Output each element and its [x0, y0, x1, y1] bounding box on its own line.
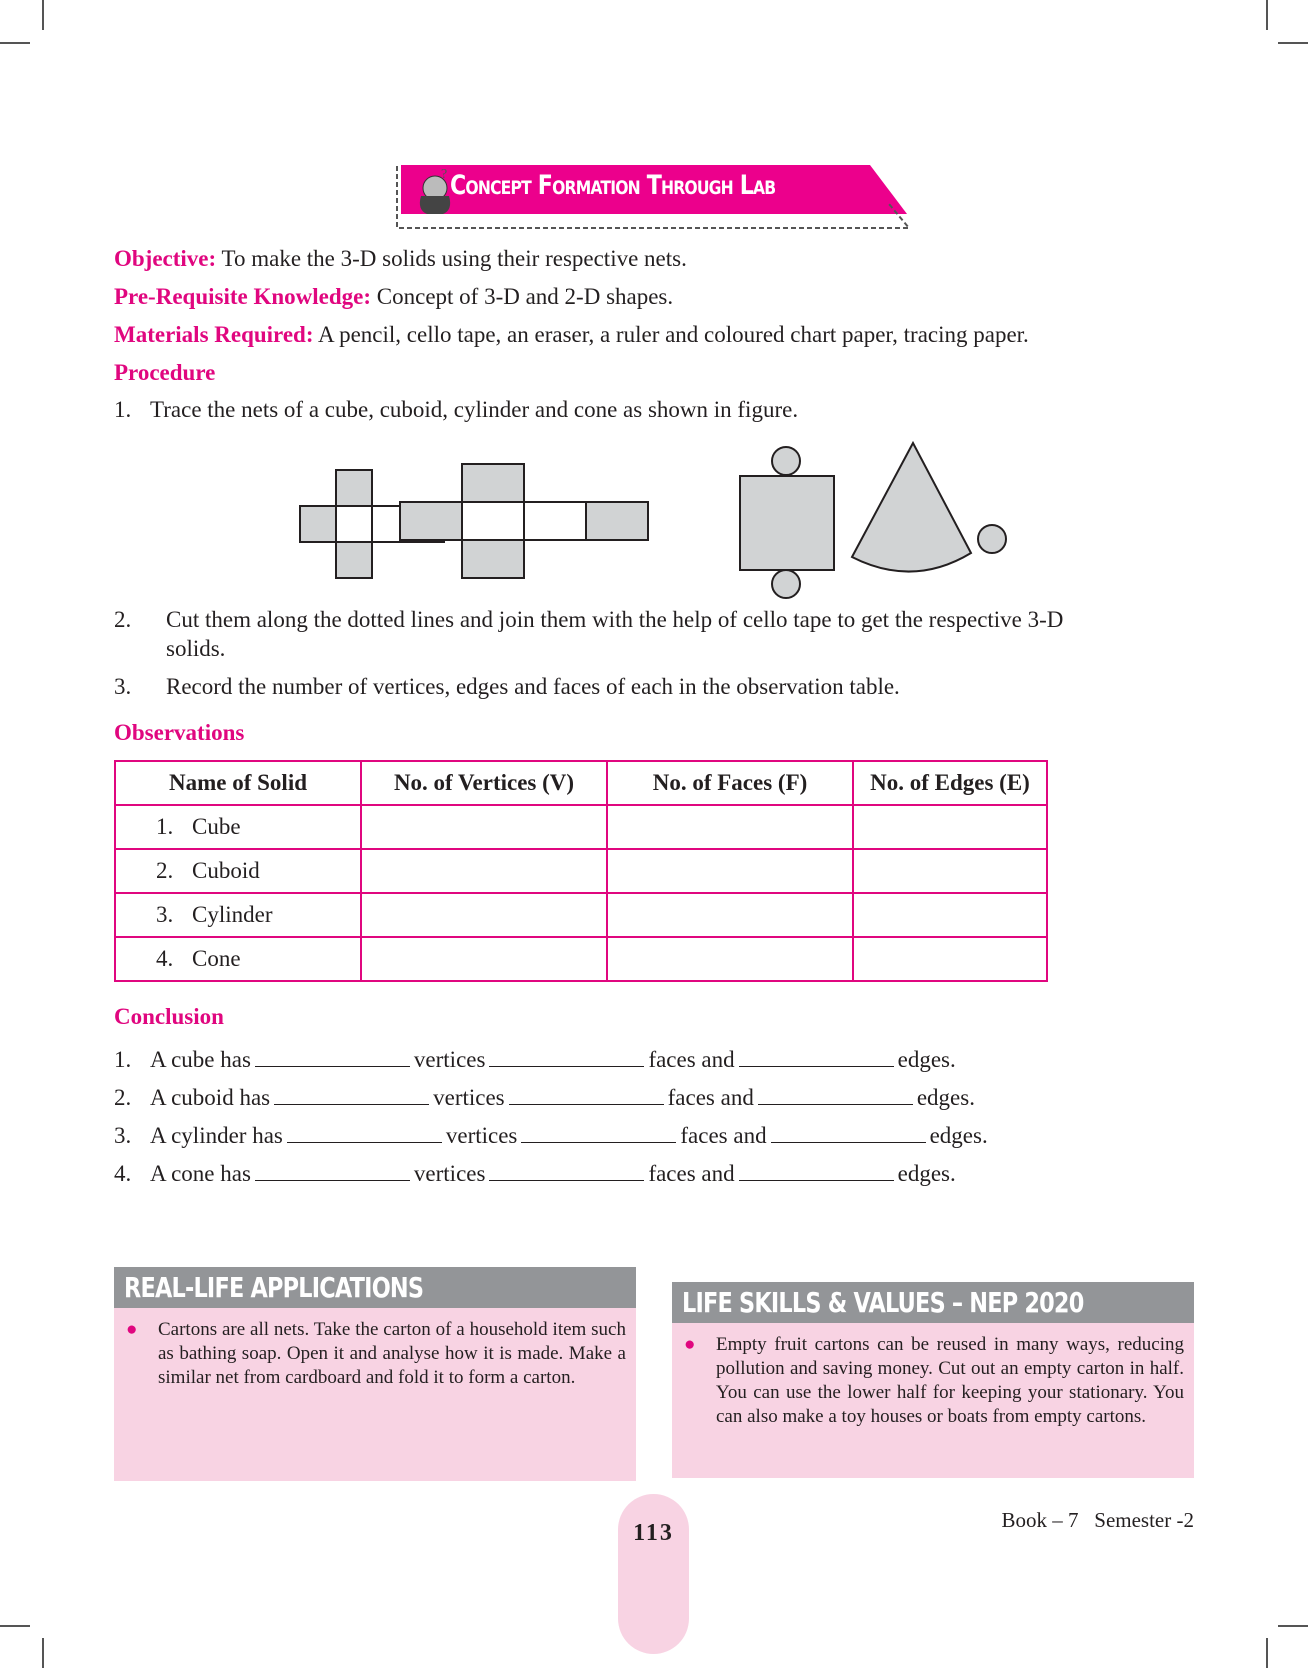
conclusion-item: 4. A cone has vertices faces and edges.: [114, 1161, 956, 1186]
vertices-cell[interactable]: [361, 849, 607, 893]
life-skills-text: Empty fruit cartons can be reused in many ways, reducing pollution and saving money. Cut out an empty carton in half. You can use the lower half for keeping your stationary. You can also make a toy houses or boats from empty cartons.: [716, 1334, 1184, 1427]
crop-mark: [42, 1638, 44, 1668]
edges-cell[interactable]: [853, 893, 1047, 937]
real-life-applications-box: [114, 1267, 636, 1481]
crop-mark: [1266, 0, 1268, 30]
answer-blank[interactable]: [758, 1086, 913, 1105]
section-banner: [395, 164, 915, 232]
solid-name: Cuboid: [192, 858, 260, 883]
vertices-cell[interactable]: [361, 893, 607, 937]
answer-blank[interactable]: [739, 1048, 894, 1067]
prerequisite-text: Concept of 3-D and 2-D shapes.: [376, 284, 674, 309]
column-header: Name of Solid: [115, 761, 361, 805]
materials-label: Materials Required:: [114, 322, 314, 347]
objective-label: Objective:: [114, 246, 217, 271]
answer-blank[interactable]: [771, 1124, 926, 1143]
crop-mark: [42, 0, 44, 30]
solid-name: Cylinder: [192, 902, 273, 927]
conclusion-item: 1. A cube has vertices faces and edges.: [114, 1047, 956, 1072]
table-row: [115, 805, 1047, 849]
step-text-continued: solids.: [166, 636, 226, 661]
faces-cell[interactable]: [607, 849, 853, 893]
conclusion-item: 2. A cuboid has vertices faces and edges.: [114, 1085, 975, 1110]
step-number: 1.: [114, 397, 132, 422]
cylinder-net: [740, 447, 834, 598]
faces-cell[interactable]: [607, 805, 853, 849]
page-number: 113: [633, 1520, 674, 1546]
answer-blank[interactable]: [255, 1162, 410, 1181]
life-skills-heading: LIFE SKILLS & VALUES – NEP 2020: [672, 1282, 1194, 1323]
column-header: No. of Vertices (V): [361, 761, 607, 805]
edges-cell[interactable]: [853, 849, 1047, 893]
crop-mark: [1278, 42, 1308, 44]
conclusion-heading: Conclusion: [114, 1004, 224, 1029]
thinking-character-icon: [413, 166, 455, 218]
semester-label: Semester -2: [1094, 1508, 1194, 1532]
answer-blank[interactable]: [287, 1124, 442, 1143]
row-number: 3.: [156, 902, 174, 927]
table-row: [115, 937, 1047, 981]
cuboid-net: [400, 464, 648, 578]
procedure-heading: Procedure: [114, 360, 216, 385]
answer-blank[interactable]: [489, 1048, 644, 1067]
objective-text: To make the 3-D solids using their respective nets.: [221, 246, 687, 271]
bullet-icon: ●: [684, 1334, 696, 1355]
crop-mark: [1278, 1625, 1308, 1627]
edges-cell[interactable]: [853, 937, 1047, 981]
table-row: [115, 849, 1047, 893]
prerequisite-label: Pre-Requisite Knowledge:: [114, 284, 372, 309]
row-number: 1.: [156, 814, 174, 839]
answer-blank[interactable]: [489, 1162, 644, 1181]
table-row: [115, 893, 1047, 937]
step-text: Cut them along the dotted lines and join them with the help of cello tape to get the respective 3-D: [166, 607, 1064, 632]
column-header: No. of Faces (F): [607, 761, 853, 805]
crop-mark: [1266, 1638, 1268, 1668]
step-text: Trace the nets of a cube, cuboid, cylinder and cone as shown in figure.: [150, 397, 799, 422]
answer-blank[interactable]: [739, 1162, 894, 1181]
vertices-cell[interactable]: [361, 805, 607, 849]
real-life-text: Cartons are all nets. Take the carton of a household item such as bathing soap. Open it and analyse how it is made. Make a similar net from cardboard and fold it to form a carton.: [158, 1319, 626, 1388]
solid-name: Cube: [192, 814, 241, 839]
life-skills-box: [672, 1282, 1194, 1478]
answer-blank[interactable]: [509, 1086, 664, 1105]
book-label: Book – 7: [1001, 1508, 1079, 1532]
step-number: 2.: [114, 607, 132, 632]
answer-blank[interactable]: [521, 1124, 676, 1143]
row-number: 4.: [156, 946, 174, 971]
banner-title: Concept Formation Through Lab: [450, 170, 776, 201]
crop-mark: [0, 1625, 30, 1627]
observations-heading: Observations: [114, 720, 245, 745]
solid-name: Cone: [192, 946, 241, 971]
nets-figure: [295, 440, 1015, 605]
column-header: No. of Edges (E): [853, 761, 1047, 805]
page-number-tab: [618, 1494, 689, 1654]
crop-mark: [0, 42, 30, 44]
vertices-cell[interactable]: [361, 937, 607, 981]
edges-cell[interactable]: [853, 805, 1047, 849]
faces-cell[interactable]: [607, 937, 853, 981]
materials-text: A pencil, cello tape, an eraser, a ruler and coloured chart paper, tracing paper.: [318, 322, 1029, 347]
conclusion-item: 3. A cylinder has vertices faces and edges.: [114, 1123, 988, 1148]
faces-cell[interactable]: [607, 893, 853, 937]
real-life-heading: REAL-LIFE APPLICATIONS: [114, 1267, 636, 1308]
row-number: 2.: [156, 858, 174, 883]
svg-text:?: ?: [441, 167, 448, 182]
book-info: [1002, 1508, 1195, 1533]
answer-blank[interactable]: [255, 1048, 410, 1067]
answer-blank[interactable]: [274, 1086, 429, 1105]
step-text: Record the number of vertices, edges and faces of each in the observation table.: [166, 674, 900, 699]
observation-table: [114, 760, 1048, 982]
cone-net: [852, 443, 1006, 572]
table-header-row: [115, 761, 1047, 805]
bullet-icon: ●: [126, 1319, 138, 1340]
step-number: 3.: [114, 674, 132, 699]
